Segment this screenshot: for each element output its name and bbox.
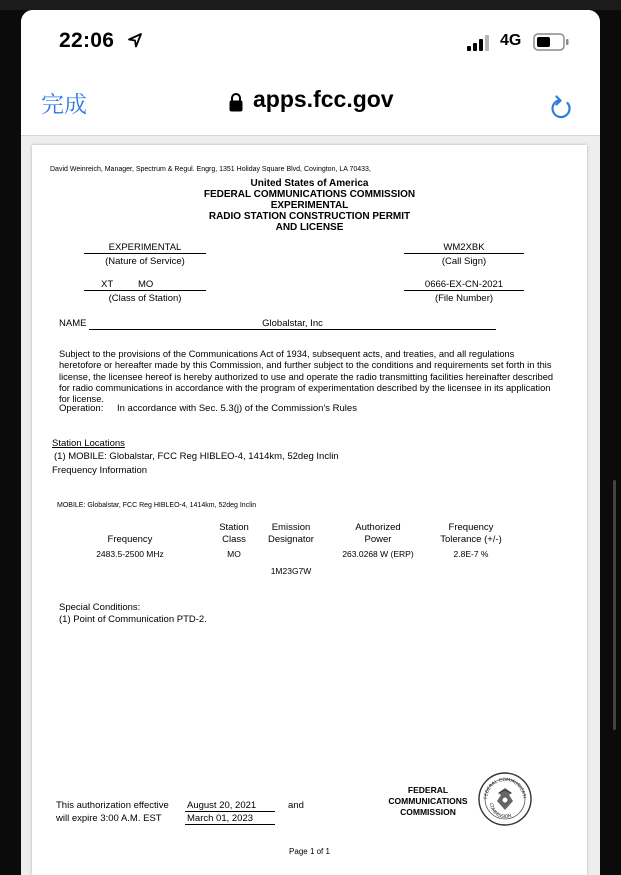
operation-label: Operation: bbox=[59, 403, 104, 414]
col-header-emission-1: Emission bbox=[271, 522, 311, 533]
file-number-value: 0666-EX-CN-2021 bbox=[424, 279, 504, 290]
doc-header-line-5: AND LICENSE bbox=[275, 222, 344, 233]
operation-value: In accordance with Sec. 5.3(j) of the Commission's Rules bbox=[117, 403, 357, 414]
web-content bbox=[21, 136, 600, 875]
frequency-info-title: Frequency Information bbox=[52, 465, 148, 476]
station-location-item: (1) MOBILE: Globalstar, FCC Reg HIBLEO-4, 1414km, 52deg Inclin bbox=[54, 451, 339, 462]
expire-date: March 01, 2023 bbox=[187, 813, 254, 824]
cell-tolerance: 2.8E-7 % bbox=[453, 549, 489, 559]
col-header-station-2: Class bbox=[222, 534, 246, 545]
effective-line-1: This authorization effective bbox=[56, 800, 169, 811]
col-header-station-1: Station bbox=[219, 522, 249, 533]
agency-line-2: COMMUNICATIONS bbox=[388, 796, 468, 806]
name-label: NAME bbox=[59, 318, 87, 329]
expire-date-underline bbox=[185, 824, 275, 825]
special-conditions-title: Special Conditions: bbox=[59, 602, 141, 613]
name-underline bbox=[89, 329, 496, 330]
effective-line-2: will expire 3:00 A.M. EST bbox=[56, 813, 162, 824]
page-label: Page 1 of 1 bbox=[289, 847, 330, 856]
done-button[interactable]: 完成 bbox=[41, 92, 87, 118]
station-locations-title: Station Locations bbox=[52, 438, 125, 449]
call-sign-value: WM2XBK bbox=[443, 242, 485, 253]
issuer-line: David Weinreich, Manager, Spectrum & Regul. Engrg, 1351 Holiday Square Blvd, Covington, LA 70433, bbox=[50, 166, 371, 173]
agency-line-1: FEDERAL bbox=[407, 785, 449, 795]
col-header-tolerance-2: Tolerance (+/-) bbox=[440, 534, 502, 545]
doc-header-line-1: United States of America bbox=[250, 178, 369, 189]
cell-power: 263.0268 W (ERP) bbox=[342, 549, 414, 559]
doc-header-line-2: FEDERAL COMMUNICATIONS COMMISSION bbox=[203, 189, 416, 200]
nature-of-service-underline bbox=[84, 253, 206, 254]
class-of-station-value-b: MO bbox=[138, 279, 154, 290]
col-header-frequency: Frequency bbox=[107, 534, 153, 545]
class-of-station-value-a: XT bbox=[101, 279, 114, 290]
url-label[interactable]: apps.fcc.gov bbox=[253, 86, 394, 112]
cell-station-class: MO bbox=[227, 549, 241, 559]
col-header-power-2: Power bbox=[364, 534, 392, 545]
seal-text-top: FEDERAL COMMUNICATI bbox=[483, 777, 526, 800]
cellular-signal-icon bbox=[467, 35, 491, 51]
call-sign-label: (Call Sign) bbox=[441, 256, 487, 267]
effective-date: August 20, 2021 bbox=[187, 800, 257, 811]
doc-header-line-3: EXPERIMENTAL bbox=[270, 200, 349, 211]
reload-icon[interactable] bbox=[550, 95, 574, 121]
class-of-station-label: (Class of Station) bbox=[108, 293, 182, 304]
fcc-seal-icon bbox=[477, 771, 533, 827]
seal-text-bottom: COMMISSION bbox=[487, 802, 513, 821]
col-header-power-1: Authorized bbox=[355, 522, 401, 533]
file-number-underline bbox=[404, 290, 524, 291]
call-sign-underline bbox=[404, 253, 524, 254]
special-condition-item: (1) Point of Communication PTD-2. bbox=[59, 614, 207, 625]
top-strip bbox=[0, 0, 621, 10]
cell-frequency: 2483.5-2500 MHz bbox=[96, 549, 164, 559]
class-of-station-underline bbox=[84, 290, 206, 291]
agency-line-3: COMMISSION bbox=[400, 807, 456, 817]
status-time: 22:06 bbox=[59, 29, 115, 52]
license-document bbox=[32, 145, 587, 875]
effective-date-underline bbox=[185, 811, 275, 812]
browser-nav-bar bbox=[21, 70, 600, 136]
phone-screen bbox=[21, 10, 600, 875]
and-label: and bbox=[288, 800, 304, 811]
battery-icon bbox=[533, 33, 569, 51]
col-header-tolerance-1: Frequency bbox=[448, 522, 494, 533]
licensee-name: Globalstar, Inc bbox=[262, 318, 323, 329]
nature-of-service-label: (Nature of Service) bbox=[105, 256, 185, 267]
page-scrollbar[interactable] bbox=[613, 480, 616, 730]
file-number-label: (File Number) bbox=[434, 293, 494, 304]
doc-header-line-4: RADIO STATION CONSTRUCTION PERMIT bbox=[208, 211, 411, 222]
cell-emission: 1M23G7W bbox=[270, 566, 312, 576]
freq-table-caption: MOBILE: Globalstar, FCC Reg HIBLEO-4, 1414km, 52deg Inclin bbox=[57, 502, 257, 509]
col-header-emission-2: Designator bbox=[268, 534, 314, 545]
nature-of-service-value: EXPERIMENTAL bbox=[108, 242, 182, 253]
location-arrow-icon bbox=[127, 32, 143, 48]
status-bar bbox=[21, 10, 600, 70]
network-type: 4G bbox=[500, 32, 522, 49]
lock-icon bbox=[229, 92, 243, 112]
license-body-text: Subject to the provisions of the Communications Act of 1934, subsequent acts, and treaties, and all regulations heretofore or hereafter made by this Commission, and further subject to the conditions and requirements set forth in this license, the licensee hereof is hereby authorized to use and operate the radio transmitting facilities hereinafter described for radio communications in accordance with the program of experimentation described by the licensee in its application for license. bbox=[59, 349, 554, 405]
